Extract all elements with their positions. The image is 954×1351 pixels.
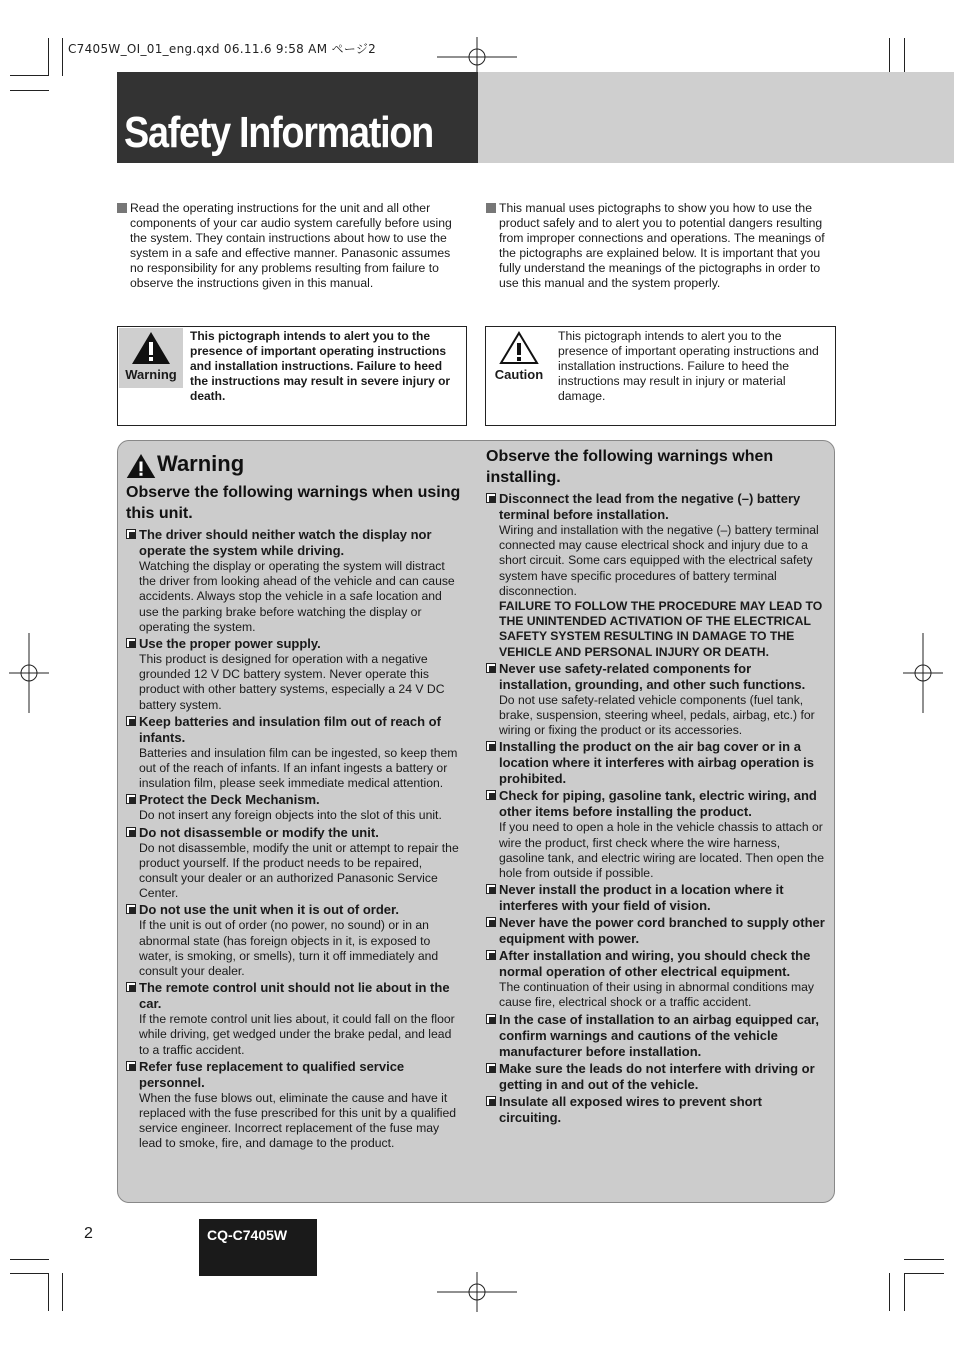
warning-icon-cell [119, 328, 183, 388]
item-title: Never install the product in a location where it interferes with your field of vision. [499, 882, 784, 914]
caution-picto-label: Caution [494, 367, 544, 382]
list-item [126, 792, 464, 823]
item-title: Do not disassemble or modify the unit. [139, 824, 379, 840]
crop-mark [904, 38, 905, 76]
checkbox-bullet-icon [486, 1014, 496, 1024]
item-title: Keep batteries and insulation film out of reach of infants. [139, 713, 441, 745]
item-title: Protect the Deck Mechanism. [139, 792, 320, 808]
list-item [126, 1059, 464, 1152]
model-tag: CQ-C7405W [199, 1219, 317, 1276]
checkbox-bullet-icon [126, 1061, 136, 1071]
warning-title-row [126, 451, 456, 481]
crop-mark [48, 1273, 49, 1311]
intro-right [486, 201, 831, 292]
intro-left-text: Read the operating instructions for the unit and all other components of your car audio system carefully before using the system. They contain instructions about how to use the system in a safe and effective manner. Panasonic assumes no responsibility for any problems resulting from failure to observe the instructions given in this manual. [130, 201, 452, 291]
crop-mark [904, 1273, 944, 1274]
warning-triangle-icon [126, 453, 156, 479]
item-body: Do not use safety-related vehicle components (fuel tank, brake, suspension, steering wheel, pedals, airbag, etc.) for wiring or fixing the product or its accessories. [499, 692, 815, 738]
intro-left [117, 201, 462, 292]
item-title: The driver should neither watch the display nor operate the system while driving. [139, 527, 432, 558]
checkbox-bullet-icon [126, 716, 136, 726]
list-item [486, 788, 826, 881]
page-title: Safety Information [124, 108, 433, 157]
item-title: Use the proper power supply. [139, 636, 321, 652]
warning-pictograph-box [117, 326, 467, 426]
list-item [126, 825, 464, 902]
using-heading: Observe the following warnings when using this unit. [126, 484, 461, 522]
item-body: The continuation of their using in abnormal conditions may cause fire, electrical shock or a traffic accident. [499, 980, 815, 1010]
file-slug: C7405W_OI_01_eng.qxd 06.11.6 9:58 AM ページ2 [68, 42, 377, 56]
item-title: Refer fuse replacement to qualified service personnel. [139, 1058, 405, 1090]
crop-mark [48, 38, 49, 76]
checkbox-bullet-icon [126, 794, 136, 804]
registration-mark-icon [0, 633, 69, 713]
checkbox-bullet-icon [126, 827, 136, 837]
checkbox-bullet-icon [126, 638, 136, 648]
item-body: Wiring and installation with the negative (–) battery terminal connected may cause electrical shock and injury due to a short circuit. Some cars equipped with the electrical safety system have specific procedures of battery terminal disconnection. [499, 523, 819, 598]
item-title: After installation and wiring, you should check the normal operation of other electrical equipment. [499, 948, 811, 980]
registration-mark-icon [437, 1252, 517, 1332]
item-title: Do not use the unit when it is out of order. [139, 902, 399, 918]
list-item [486, 1094, 826, 1126]
using-warnings-list [126, 527, 464, 1152]
list-item [126, 527, 464, 635]
warning-picto-label: Warning [125, 367, 177, 382]
item-title: Disconnect the lead from the negative (–) battery terminal before installation. [499, 491, 801, 522]
installing-column [486, 446, 826, 1127]
intro-right-text: This manual uses pictographs to show you how to use the product safely and to alert you to potential dangers resulting from improper connections and operations. The meanings of the pictographs are explained below. It is important that you fully understand the meanings of the pictographs in order to use this manual and the system properly. [499, 201, 825, 291]
crop-mark [10, 75, 49, 76]
crop-mark [10, 1259, 49, 1260]
checkbox-bullet-icon [486, 741, 496, 751]
list-item [486, 882, 826, 914]
square-bullet-icon [486, 203, 496, 213]
list-item [126, 980, 464, 1058]
caution-pictograph-box [485, 326, 836, 426]
item-title: The remote control unit should not lie about in the car. [139, 980, 450, 1012]
crop-mark [62, 1273, 63, 1311]
crop-mark [62, 38, 63, 76]
crop-mark [889, 1273, 890, 1311]
crop-mark [889, 38, 890, 76]
checkbox-bullet-icon [486, 884, 496, 894]
item-body: If the remote control unit lies about, it could fall on the floor while driving, get wedged under the brake pedal, and lead to a traffic accident. [139, 1012, 455, 1057]
checkbox-bullet-icon [486, 493, 496, 503]
item-title: Check for piping, gasoline tank, electric wiring, and other items before installing the product. [499, 788, 817, 820]
list-item [126, 714, 464, 792]
title-band-accent [478, 72, 954, 163]
list-item [126, 636, 464, 713]
installing-heading: Observe the following warnings when installing. [486, 448, 774, 486]
list-item [486, 661, 826, 739]
list-item [486, 948, 826, 1010]
checkbox-bullet-icon [126, 529, 136, 539]
item-title: Insulate all exposed wires to prevent short circuiting. [499, 1093, 762, 1125]
checkbox-bullet-icon [486, 917, 496, 927]
item-caps-warning: FAILURE TO FOLLOW THE PROCEDURE MAY LEAD TO THE UNINTENDED ACTIVATION OF THE ELECTRICAL SAFETY SYSTEM RESULTING IN DAMAGE TO THE VEHICLE AND PERSONAL INJURY OR DEATH. [499, 599, 823, 659]
list-item [486, 491, 826, 660]
checkbox-bullet-icon [126, 904, 136, 914]
caution-picto-text: This pictograph intends to alert you to the presence of important operating instructions and installation instructions. Failure to heed the instructions may result in injury or material damage. [558, 329, 819, 404]
item-body: If you need to open a hole in the vehicle chassis to attach or wire the product, first check where the wire harness, gasoline tank, and electric wiring are located. Then open the hole from outside if possible. [499, 820, 824, 881]
crop-mark [10, 90, 49, 91]
item-title: Installing the product on the air bag cover or in a location where it interferes with airbag operation is prohibited. [499, 739, 814, 787]
registration-mark-icon [883, 633, 954, 713]
item-body: Do not disassemble, modify the unit or attempt to repair the product yourself. If the product needs to be repaired, consult your dealer or an authorized Panasonic Service Center. [139, 840, 459, 901]
installing-warnings-list [486, 491, 826, 1126]
checkbox-bullet-icon [486, 1063, 496, 1073]
crop-mark [904, 1273, 905, 1311]
item-body: This product is designed for operation with a negative grounded 12 V DC battery system. Never operate this product with other battery systems, especially a 24 V DC battery system. [139, 652, 445, 712]
square-bullet-icon [117, 203, 127, 213]
caution-icon-cell [487, 328, 551, 388]
item-body: Watching the display or operating the system will distract the driver from looking ahead of the vehicle and can cause accidents. Always stop the vehicle in a safe location and use the parking brake before watching the display or operating the system. [139, 559, 455, 634]
list-item [486, 739, 826, 787]
list-item [486, 1061, 826, 1093]
item-body: If the unit is out of order (no power, no sound) or in an abnormal state (has foreign objects in it, is exposed to water, is smoking, or smells), turn it off immediately and consult your dealer. [139, 918, 439, 979]
warning-triangle-icon [131, 331, 171, 365]
checkbox-bullet-icon [126, 982, 136, 992]
caution-triangle-icon [499, 331, 539, 365]
checkbox-bullet-icon [486, 790, 496, 800]
item-body: When the fuse blows out, eliminate the cause and have it replaced with the fuse prescribed for this unit by a qualified service engineer. Incorrect replacement of the fuse may lead to smoke, fire, and damage to the product. [139, 1090, 457, 1151]
checkbox-bullet-icon [486, 1096, 496, 1106]
item-body: Batteries and insulation film can be ingested, so keep them out of the reach of infants. If an infant ingests a battery or insulation film, please seek immediate medical attention. [139, 745, 458, 791]
item-title: Never have the power cord branched to supply other equipment with power. [499, 915, 825, 947]
list-item [486, 1012, 826, 1060]
item-title: In the case of installation to an airbag equipped car, confirm warnings and cautions of the vehicle manufacturer before installation. [499, 1011, 820, 1059]
crop-mark [904, 1259, 944, 1260]
list-item [486, 915, 826, 947]
using-column [126, 482, 464, 1153]
page-number: 2 [84, 1225, 93, 1242]
item-title: Make sure the leads do not interfere with driving or getting in and out of the vehicle. [499, 1060, 815, 1092]
checkbox-bullet-icon [486, 663, 496, 673]
item-body: Do not insert any foreign objects into the slot of this unit. [139, 808, 442, 823]
list-item [126, 902, 464, 979]
crop-mark [10, 1273, 49, 1274]
checkbox-bullet-icon [486, 950, 496, 960]
warning-picto-text: This pictograph intends to alert you to the presence of important operating instructions and installation instructions. Failure to heed the instructions may result in severe injury or death. [190, 329, 451, 404]
item-title: Never use safety-related components for installation, grounding, and other such functions. [499, 660, 806, 692]
warning-section-title: Warning [157, 451, 245, 476]
